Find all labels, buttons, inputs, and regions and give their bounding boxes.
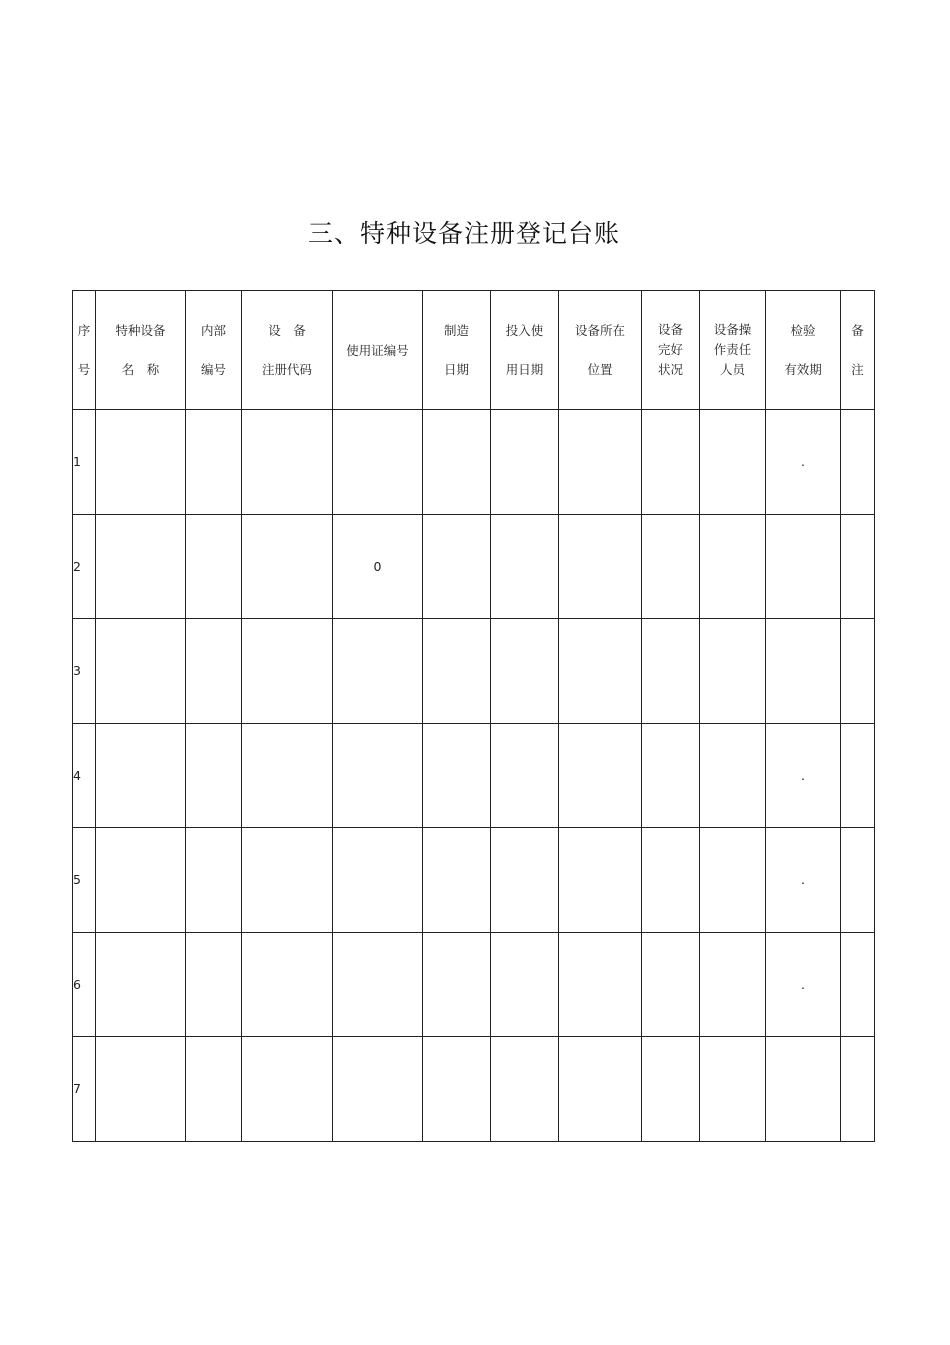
header-line: 位置 <box>587 362 613 377</box>
table-row <box>73 1037 875 1142</box>
cell-location[interactable] <box>559 1037 642 1142</box>
table-row <box>73 828 875 933</box>
cell-mfg-date[interactable] <box>423 619 491 724</box>
cell-internal-no[interactable] <box>186 828 242 933</box>
cell-use-date[interactable] <box>491 514 559 619</box>
cell-use-date[interactable] <box>491 1037 559 1142</box>
header-line: 设备所在 <box>574 323 625 338</box>
header-line: 用日期 <box>505 362 544 377</box>
cell-valid-until[interactable]: . <box>766 410 841 515</box>
header-line: 作责任 <box>713 342 752 357</box>
cell-valid-until[interactable]: . <box>766 723 841 828</box>
cell-cert-no[interactable] <box>333 723 423 828</box>
header-line: 设 备 <box>268 323 306 338</box>
cell-reg-code[interactable] <box>242 514 333 619</box>
cell-cert-no[interactable] <box>333 932 423 1037</box>
cell-condition[interactable] <box>642 828 700 933</box>
cell-remarks[interactable] <box>841 410 875 515</box>
cell-mfg-date[interactable] <box>423 410 491 515</box>
cell-mfg-date[interactable] <box>423 723 491 828</box>
header-line: 使用证编号 <box>346 342 409 358</box>
cell-seq: 3 <box>73 619 96 724</box>
cell-seq: 1 <box>73 410 96 515</box>
header-line: 序 <box>77 323 91 338</box>
cell-remarks[interactable] <box>841 932 875 1037</box>
header-line: 号 <box>77 362 91 377</box>
header-line: 设备操 <box>713 322 752 337</box>
header-cert-no <box>333 291 423 410</box>
cell-use-date[interactable] <box>491 619 559 724</box>
cell-valid-until[interactable] <box>766 619 841 724</box>
cell-use-date[interactable] <box>491 932 559 1037</box>
cell-remarks[interactable] <box>841 828 875 933</box>
cell-use-date[interactable] <box>491 723 559 828</box>
equipment-register-table <box>72 290 875 1142</box>
header-line: 特种设备 <box>115 323 166 338</box>
cell-reg-code[interactable] <box>242 410 333 515</box>
header-valid-until <box>766 291 841 410</box>
table-row <box>73 514 875 619</box>
cell-remarks[interactable] <box>841 514 875 619</box>
header-line: 设备 <box>657 322 683 337</box>
header-remarks <box>841 291 875 410</box>
cell-valid-until[interactable] <box>766 1037 841 1142</box>
cell-operator[interactable] <box>700 932 766 1037</box>
cell-reg-code[interactable] <box>242 828 333 933</box>
cell-mfg-date[interactable] <box>423 828 491 933</box>
cell-location[interactable] <box>559 514 642 619</box>
header-seq <box>73 291 96 410</box>
cell-location[interactable] <box>559 723 642 828</box>
header-line: 编号 <box>200 362 226 377</box>
cell-cert-no[interactable]: 0 <box>333 514 423 619</box>
header-operator <box>700 291 766 410</box>
header-line: 状况 <box>657 362 683 377</box>
cell-condition[interactable] <box>642 932 700 1037</box>
header-line: 人员 <box>719 362 745 377</box>
cell-condition[interactable] <box>642 410 700 515</box>
cell-seq: 6 <box>73 932 96 1037</box>
cell-operator[interactable] <box>700 723 766 828</box>
cell-internal-no[interactable] <box>186 932 242 1037</box>
cell-name[interactable] <box>96 932 186 1037</box>
cell-mfg-date[interactable] <box>423 514 491 619</box>
cell-operator[interactable] <box>700 828 766 933</box>
header-line: 投入使 <box>505 323 544 338</box>
cell-name[interactable] <box>96 828 186 933</box>
header-line: 有效期 <box>784 362 822 377</box>
header-mfg-date <box>423 291 491 410</box>
table-row <box>73 932 875 1037</box>
cell-location[interactable] <box>559 619 642 724</box>
header-line: 内部 <box>200 323 226 338</box>
cell-operator[interactable] <box>700 1037 766 1142</box>
header-use-date <box>491 291 559 410</box>
cell-use-date[interactable] <box>491 828 559 933</box>
cell-remarks[interactable] <box>841 619 875 724</box>
cell-seq: 4 <box>73 723 96 828</box>
cell-seq: 5 <box>73 828 96 933</box>
cell-name[interactable] <box>96 514 186 619</box>
cell-remarks[interactable] <box>841 723 875 828</box>
cell-seq: 2 <box>73 514 96 619</box>
cell-condition[interactable] <box>642 619 700 724</box>
cell-cert-no[interactable] <box>333 828 423 933</box>
header-line: 日期 <box>443 362 469 377</box>
cell-mfg-date[interactable] <box>423 1037 491 1142</box>
cell-location[interactable] <box>559 828 642 933</box>
cell-name[interactable] <box>96 410 186 515</box>
table-row <box>73 410 875 515</box>
header-line: 制造 <box>443 323 469 338</box>
cell-operator[interactable] <box>700 619 766 724</box>
cell-use-date[interactable] <box>491 410 559 515</box>
cell-internal-no[interactable] <box>186 1037 242 1142</box>
cell-valid-until[interactable]: . <box>766 932 841 1037</box>
cell-cert-no[interactable] <box>333 1037 423 1142</box>
header-condition <box>642 291 700 410</box>
table-row <box>73 619 875 724</box>
cell-location[interactable] <box>559 410 642 515</box>
cell-condition[interactable] <box>642 514 700 619</box>
page-title: 三、特种设备注册登记台账 <box>307 219 620 248</box>
header-line: 注册代码 <box>261 362 312 377</box>
header-line: 名 称 <box>121 362 160 377</box>
header-line: 完好 <box>657 342 683 357</box>
cell-mfg-date[interactable] <box>423 932 491 1037</box>
cell-name[interactable] <box>96 723 186 828</box>
header-name <box>96 291 186 410</box>
header-line: 备 <box>851 323 864 338</box>
cell-condition[interactable] <box>642 1037 700 1142</box>
cell-seq: 7 <box>73 1037 96 1142</box>
cell-location[interactable] <box>559 932 642 1037</box>
cell-valid-until[interactable] <box>766 514 841 619</box>
cell-internal-no[interactable] <box>186 514 242 619</box>
cell-internal-no[interactable] <box>186 723 242 828</box>
header-internal-no <box>186 291 242 410</box>
cell-name[interactable] <box>96 619 186 724</box>
cell-reg-code[interactable] <box>242 1037 333 1142</box>
header-line: 注 <box>851 362 864 377</box>
cell-condition[interactable] <box>642 723 700 828</box>
cell-remarks[interactable] <box>841 1037 875 1142</box>
cell-cert-no[interactable] <box>333 410 423 515</box>
header-line: 检验 <box>790 323 816 338</box>
cell-reg-code[interactable] <box>242 932 333 1037</box>
cell-internal-no[interactable] <box>186 410 242 515</box>
table-row <box>73 723 875 828</box>
cell-valid-until[interactable]: . <box>766 828 841 933</box>
header-location <box>559 291 642 410</box>
header-reg-code <box>242 291 333 410</box>
cell-reg-code[interactable] <box>242 619 333 724</box>
cell-reg-code[interactable] <box>242 723 333 828</box>
cell-operator[interactable] <box>700 514 766 619</box>
cell-operator[interactable] <box>700 410 766 515</box>
cell-cert-no[interactable] <box>333 619 423 724</box>
cell-name[interactable] <box>96 1037 186 1142</box>
header-row <box>73 291 875 410</box>
cell-internal-no[interactable] <box>186 619 242 724</box>
